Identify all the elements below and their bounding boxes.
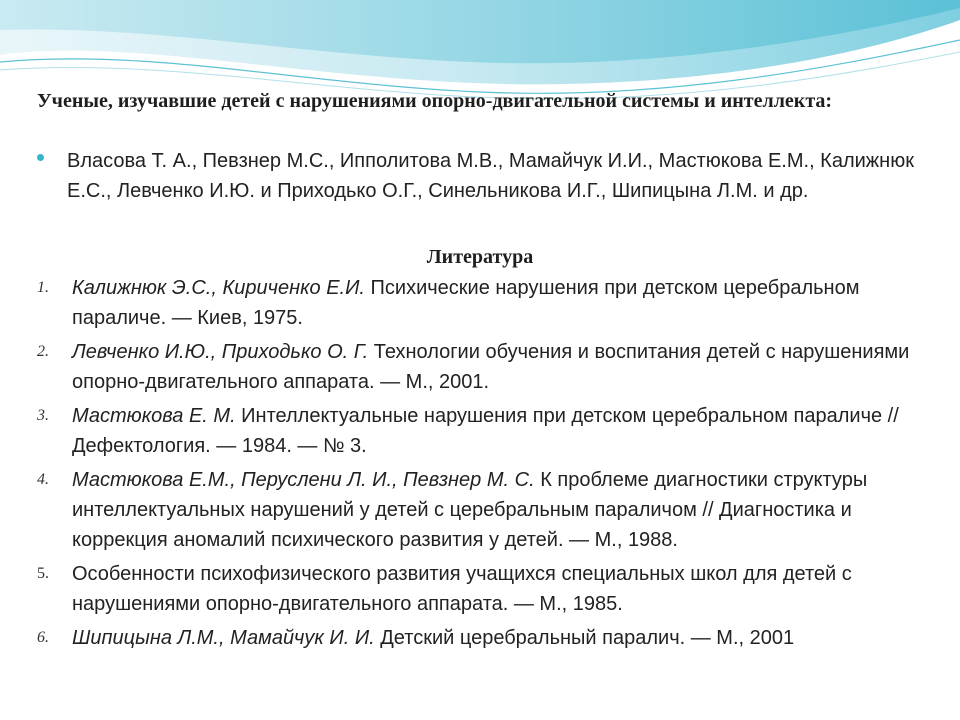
reference-item bbox=[37, 559, 937, 619]
reference-number: 2. bbox=[37, 343, 49, 360]
reference-authors: Шипицына Л.М., Мамайчук И. И. bbox=[72, 627, 375, 649]
literature-title: Литература bbox=[426, 246, 534, 268]
scientists-list: Власова Т. А., Певзнер М.С., Ипполитова М.В., Мамайчук И.И., Мастюкова Е.М., Калижнюк Е.С., Левченко И.Ю. и Приходько О.Г., Синельникова И.Г., Шипицына Л.М. и др. bbox=[67, 150, 914, 202]
reference-number: 4. bbox=[37, 471, 49, 488]
reference-number: 3. bbox=[37, 407, 49, 424]
reference-authors: Калижнюк Э.С., Кириченко Е.И. bbox=[72, 277, 365, 299]
reference-text: Детский церебральный паралич. — М., 2001 bbox=[374, 627, 795, 649]
reference-item bbox=[37, 401, 937, 461]
heading-scientists: Ученые, изучавшие детей с нарушениями опорно-двигательной системы и интеллекта: bbox=[37, 90, 833, 112]
reference-text: Особенности психофизического развития учащихся специальных школ для детей с нарушениями опорно-двигательного аппарата. — М., 1985. bbox=[72, 563, 852, 615]
reference-authors: Мастюкова Е.М., Перуслени Л. И., Певзнер М. С. bbox=[72, 469, 535, 491]
reference-number: 1. bbox=[37, 279, 49, 296]
reference-authors: Левченко И.Ю., Приходько О. Г. bbox=[72, 341, 369, 363]
scientists-bullet bbox=[37, 146, 937, 206]
reference-text: Интеллектуальные нарушения при детском церебральном параличе //Дефектология. — 1984. — № 3. bbox=[72, 405, 899, 457]
reference-text: Технологии обучения и воспитания детей с нарушениями опорно-двигательного аппарата. — М., 2001. bbox=[72, 341, 910, 393]
reference-number: 6. bbox=[37, 629, 49, 646]
reference-item bbox=[37, 465, 937, 555]
reference-item bbox=[37, 623, 937, 653]
reference-authors: Мастюкова Е. М. bbox=[72, 405, 236, 427]
reference-item bbox=[37, 273, 937, 333]
reference-item bbox=[37, 337, 937, 397]
reference-text: Психические нарушения при детском церебральном параличе. — Киев, 1975. bbox=[72, 277, 860, 329]
references-list bbox=[37, 273, 937, 657]
reference-number: 5. bbox=[37, 565, 49, 582]
reference-text: К проблеме диагностики структуры интеллектуальных нарушений у детей с церебральным параличом // Диагностика и коррекция аномалий психического развития у детей. — М., 1988. bbox=[72, 469, 868, 551]
